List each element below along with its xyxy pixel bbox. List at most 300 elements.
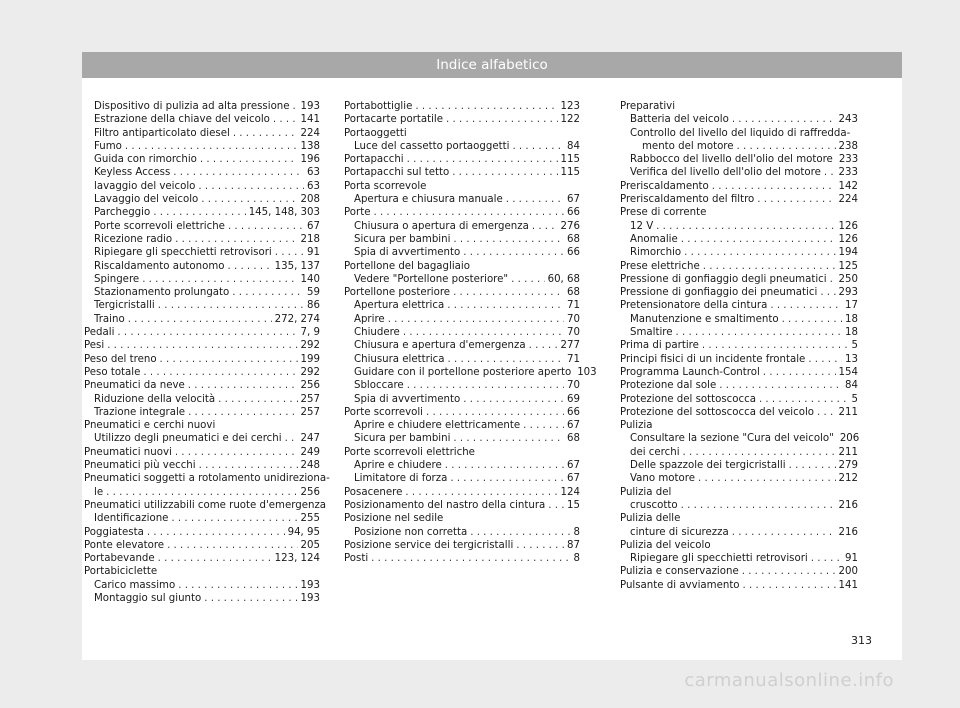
index-entry-text: Vano motore: [630, 473, 695, 485]
index-entry-page: 141: [300, 114, 320, 126]
index-heading: Portaoggetti: [344, 127, 407, 139]
index-entry-page: 292: [300, 366, 320, 378]
dot-leader: [830, 273, 836, 286]
index-entry: [620, 153, 858, 166]
index-entry-text: Peso totale: [84, 366, 141, 378]
index-entry: [620, 326, 858, 339]
index-entry-page: 218: [300, 233, 320, 245]
index-entry-text: Trazione integrale: [94, 406, 186, 418]
index-entry-page: 86: [307, 300, 320, 312]
index-entry: [620, 193, 858, 206]
index-entry-text: Guidare con il portellone posteriore aperto: [354, 366, 572, 378]
index-entry-page: 206: [839, 433, 860, 445]
index-entry-text: Sicura per bambini: [354, 433, 451, 445]
index-entry-text: Ripiegare gli specchietti retrovisori: [630, 553, 808, 565]
index-entry-page: 15: [567, 499, 580, 511]
watermark: carmanualsonline.info: [684, 670, 894, 691]
dot-leader: [204, 592, 297, 605]
index-entry-page: 8: [573, 553, 580, 565]
index-entry-page: 279: [838, 460, 858, 472]
index-entry-text: mento del motore: [642, 140, 734, 152]
index-entry: [620, 113, 858, 126]
dot-leader: [158, 299, 304, 312]
index-entry-text: Pedali: [84, 327, 115, 339]
index-heading: Pneumatici e cerchi nuovi: [84, 420, 216, 432]
dot-leader: [470, 526, 570, 539]
index-entry-text: Posizione service dei tergicristalli: [344, 539, 514, 551]
index-entry-page: 248: [300, 460, 320, 472]
index-entry-page: 91: [845, 553, 858, 565]
dot-leader: [201, 193, 297, 206]
index-entry-page: 18: [845, 313, 858, 325]
index-entry-text: Prese elettriche: [620, 260, 700, 272]
index-entry-page: 247: [300, 433, 320, 445]
dot-leader: [106, 486, 297, 499]
index-entry-text: Protezione del sottoscocca: [620, 393, 756, 405]
dot-leader: [173, 166, 304, 179]
index-entry-text: Spingere: [94, 273, 140, 285]
dot-leader: [732, 113, 836, 126]
index-entry-text: Prima di partire: [620, 340, 699, 352]
page-title: Indice alfabetico: [436, 57, 548, 73]
index-entry-page: 256: [300, 486, 320, 498]
dot-leader: [188, 406, 297, 419]
dot-leader: [789, 459, 836, 472]
index-entry: [84, 486, 320, 499]
index-column-1: [84, 100, 330, 605]
index-entry: [84, 432, 320, 445]
index-entry-page: 123, 124: [274, 553, 320, 565]
index-heading: Prese di corrente: [620, 207, 707, 219]
index-entry-page: 154: [838, 366, 858, 378]
index-entry-page: 67: [567, 420, 580, 432]
index-entry-page: 84: [845, 380, 858, 392]
index-entry-page: 71: [567, 300, 580, 312]
dot-leader: [407, 379, 564, 392]
index-entry: [620, 220, 858, 233]
index-entry: [344, 419, 580, 432]
index-entry-text: Porte: [344, 207, 371, 219]
index-entry-page: 115: [560, 154, 580, 166]
index-entry: [620, 339, 858, 352]
dot-leader: [160, 353, 298, 366]
dot-leader: [743, 579, 836, 592]
index-entry-text: Portabevande: [84, 553, 155, 565]
index-entry: [344, 472, 580, 485]
index-entry: [620, 140, 858, 153]
index-entry: [344, 326, 580, 339]
index-entry: [84, 273, 320, 286]
index-entry: [344, 233, 580, 246]
dot-leader: [529, 339, 558, 352]
index-heading: Portellone del bagagliaio: [344, 260, 470, 272]
index-entry-text: Estrazione della chiave del veicolo: [94, 114, 270, 126]
index-entry-text: Filtro antiparticolato diesel: [94, 127, 230, 139]
index-entry: [84, 526, 320, 539]
index-entry-page: 68: [567, 433, 580, 445]
index-entry-text: Poggiatesta: [84, 526, 144, 538]
index-entry: [344, 140, 580, 153]
dot-leader: [448, 353, 565, 366]
index-entry-page: 243: [838, 114, 858, 126]
index-entry: [344, 406, 580, 419]
index-entry-page: 123: [560, 101, 580, 112]
index-entry: [344, 193, 580, 206]
index-entry-page: 255: [300, 513, 320, 525]
index-entry-page: 63: [307, 167, 320, 179]
index-entry: [84, 286, 320, 299]
index-entry: [344, 299, 580, 312]
index-entry: [344, 552, 580, 565]
index-entry-page: 5: [851, 340, 858, 352]
index-entry-text: Pneumatici più vecchi: [84, 460, 196, 472]
dot-leader: [142, 273, 297, 286]
index-entry: [344, 313, 580, 326]
index-entry: [344, 100, 580, 113]
dot-leader: [820, 286, 835, 299]
index-entry: [344, 366, 597, 379]
index-entry: [620, 393, 858, 406]
index-entry: [620, 406, 858, 419]
dot-leader: [446, 113, 558, 126]
dot-leader: [516, 539, 564, 552]
dot-leader: [128, 313, 272, 326]
index-entry-page: 17: [845, 300, 858, 312]
index-entry-text: Lavaggio del veicolo: [94, 194, 199, 206]
index-heading: Porta scorrevole: [344, 180, 427, 192]
index-entry: [84, 206, 320, 219]
index-entry-text: Rabbocco del livello dell'olio del motore: [630, 154, 833, 166]
index-entry-text: Smaltire: [630, 327, 673, 339]
dot-leader: [107, 339, 297, 352]
dot-leader: [683, 446, 836, 459]
index-entry: [84, 579, 320, 592]
index-entry-text: Traino: [94, 313, 125, 325]
dot-leader: [808, 353, 842, 366]
dot-leader: [125, 140, 298, 153]
index-entry: [620, 246, 858, 259]
index-entry: [84, 512, 320, 525]
index-entry: [620, 260, 858, 273]
dot-leader: [233, 127, 298, 140]
dot-leader: [681, 233, 836, 246]
index-entry-text: Pulizia e conservazione: [620, 566, 739, 578]
index-entry: [84, 220, 320, 233]
index-entry-page: 94, 95: [287, 526, 320, 538]
index-entry-text: Programma Launch-Control: [620, 366, 760, 378]
index-entry: [344, 432, 580, 445]
dot-leader: [407, 153, 558, 166]
index-entry-text: Posizionamento del nastro della cintura: [344, 499, 546, 511]
index-entry-page: 87: [567, 539, 580, 551]
index-entry: [344, 206, 580, 219]
index-entry-text: Carico massimo: [94, 579, 176, 591]
index-entry-text: Chiusura elettrica: [354, 353, 445, 365]
index-entry-page: 124: [560, 486, 580, 498]
dot-leader: [737, 140, 836, 153]
index-entry-text: Luce del cassetto portaoggetti: [354, 140, 510, 152]
index-entry-page: 224: [300, 127, 320, 139]
index-entry-text: Principi fisici di un incidente frontale: [620, 353, 806, 365]
dot-leader: [171, 512, 297, 525]
index-entry-text: Keyless Access: [94, 167, 171, 179]
index-entry-page: 233: [838, 154, 859, 166]
index-entry: [620, 472, 858, 485]
index-entry-page: 18: [845, 327, 858, 339]
dot-leader: [415, 100, 557, 113]
index-entry-text: Verifica del livello dell'olio del motore: [630, 167, 821, 179]
dot-leader: [453, 233, 564, 246]
index-entry-page: 66: [567, 207, 580, 219]
index-entry-text: Porte scorrevoli elettriche: [94, 220, 225, 232]
index-entry: [344, 526, 580, 539]
index-entry-text: Sicura per bambini: [354, 233, 451, 245]
index-entry-page: 7, 9: [300, 327, 320, 339]
index-entry: [620, 579, 858, 592]
index-entry-page: 193: [300, 101, 320, 112]
index-entry-text: Chiudere: [354, 327, 400, 339]
index-entry: [344, 539, 580, 552]
index-entry-page: 194: [838, 247, 858, 259]
index-entry-text: Apertura e chiusura manuale: [354, 194, 503, 206]
index-entry: [344, 499, 580, 512]
dot-leader: [188, 379, 298, 392]
index-entry: [620, 353, 858, 366]
index-entry: [84, 459, 320, 472]
index-entry-page: 205: [300, 539, 320, 551]
index-entry: [344, 459, 580, 472]
dot-leader: [811, 552, 842, 565]
dot-leader: [453, 286, 564, 299]
index-entry-text: Guida con rimorchio: [94, 154, 197, 166]
index-entry-text: Pressione di gonfiaggio dei pneumatici: [620, 287, 818, 299]
index-entry-page: 66: [567, 247, 580, 259]
dot-leader: [175, 446, 298, 459]
index-entry-page: 66: [567, 406, 580, 418]
index-entry-text: Ripiegare gli specchietti retrovisori: [94, 247, 272, 259]
index-entry-page: 68: [567, 287, 580, 299]
index-entry-text: Riscaldamento autonomo: [94, 260, 225, 272]
index-entry: [344, 246, 580, 259]
dot-leader: [817, 406, 836, 419]
dot-leader: [511, 273, 544, 286]
index-entry-text: Pesi: [84, 340, 105, 352]
index-entry-page: 115: [560, 167, 580, 179]
index-entry: [84, 326, 320, 339]
dot-leader: [228, 220, 304, 233]
dot-leader: [117, 326, 297, 339]
index-entry-page: 249: [300, 446, 320, 458]
index-entry-text: Pressione di gonfiaggio degli pneumatici: [620, 273, 827, 285]
index-entry-page: 208: [300, 194, 320, 206]
index-entry-text: Sbloccare: [354, 380, 404, 392]
index-entry-page: 212: [838, 473, 858, 485]
index-entry-page: 233: [838, 167, 858, 179]
index-entry-page: 63: [307, 180, 320, 192]
index-entry-page: 142: [838, 180, 858, 192]
index-entry: [84, 313, 320, 326]
index-entry: [344, 273, 580, 286]
dot-leader: [200, 153, 298, 166]
index-entry-page: 141: [838, 579, 858, 591]
dot-leader: [732, 526, 836, 539]
dot-leader: [770, 299, 842, 312]
dot-leader: [232, 286, 304, 299]
index-entry-text: Parcheggio: [94, 207, 151, 219]
index-entry-page: 91: [307, 247, 320, 259]
dot-leader: [373, 206, 564, 219]
index-entry-page: 67: [567, 194, 580, 206]
dot-leader: [782, 313, 842, 326]
dot-leader: [548, 499, 564, 512]
index-entry-text: Fumo: [94, 140, 122, 152]
index-entry-text: Utilizzo degli pneumatici e dei cerchi: [94, 433, 282, 445]
dot-leader: [447, 299, 564, 312]
index-entry: [84, 592, 320, 605]
index-entry-page: 276: [560, 220, 580, 232]
index-entry: [344, 379, 580, 392]
index-entry-page: 193: [300, 592, 320, 604]
index-entry-text: Pulsante di avviamento: [620, 579, 740, 591]
index-entry: [84, 552, 320, 565]
index-heading: Pneumatici soggetti a rotolamento unidireziona-: [84, 473, 330, 485]
index-entry: [84, 393, 320, 406]
index-entry: [620, 459, 858, 472]
index-entry: [620, 565, 858, 578]
index-entry-text: dei cerchi: [630, 446, 680, 458]
dot-leader: [228, 260, 272, 273]
dot-leader: [143, 366, 297, 379]
index-entry-text: Limitatore di forza: [354, 473, 448, 485]
dot-leader: [452, 166, 557, 179]
index-entry-page: 135, 137: [274, 260, 320, 272]
dot-leader: [175, 233, 297, 246]
index-entry: [620, 379, 858, 392]
index-heading: Pulizia delle: [620, 513, 681, 525]
index-entry: [620, 180, 858, 193]
dot-leader: [147, 526, 285, 539]
index-entry-text: Chiusura o apertura di emergenza: [354, 220, 529, 232]
index-entry: [84, 446, 320, 459]
index-entry: [620, 166, 858, 179]
index-entry-text: Apertura elettrica: [354, 300, 445, 312]
index-entry-text: cruscotto: [630, 499, 678, 511]
index-entry-text: 12 V: [630, 220, 654, 232]
index-entry-page: 69: [567, 393, 580, 405]
index-entry: [344, 353, 580, 366]
index-entry-text: Preriscaldamento del filtro: [620, 194, 755, 206]
index-entry-page: 126: [838, 233, 858, 245]
dot-leader: [703, 260, 836, 273]
index-entry: [84, 246, 320, 259]
index-entry-text: Aprire: [354, 313, 385, 325]
dot-leader: [676, 326, 843, 339]
index-entry: [620, 313, 858, 326]
dot-leader: [681, 499, 836, 512]
dot-leader: [371, 552, 570, 565]
index-entry-text: Identificazione: [94, 513, 169, 525]
index-heading: Pneumatici utilizzabili come ruote d'emergenza: [84, 499, 327, 511]
index-entry: [620, 446, 858, 459]
dot-leader: [759, 393, 849, 406]
dot-leader: [506, 193, 564, 206]
index-entry-text: Pneumatici nuovi: [84, 446, 172, 458]
index-entry-page: 103: [577, 366, 597, 378]
index-entry: [84, 406, 320, 419]
dot-leader: [656, 220, 835, 233]
index-entry: [344, 486, 580, 499]
dot-leader: [275, 246, 304, 259]
index-entry-text: Protezione dal sole: [620, 380, 717, 392]
index-entry: [84, 166, 320, 179]
page-header: [82, 52, 902, 78]
index-entry: [84, 379, 320, 392]
index-entry: [84, 180, 320, 193]
index-heading: Porte scorrevoli elettriche: [344, 446, 475, 458]
index-entry-text: Dispositivo di pulizia ad alta pressione: [94, 101, 290, 112]
index-entry: [620, 366, 858, 379]
index-entry: [344, 339, 580, 352]
dot-leader: [167, 539, 297, 552]
index-entry: [620, 286, 858, 299]
index-entry-text: Portellone posteriore: [344, 287, 451, 299]
index-entry-text: Peso del treno: [84, 353, 157, 365]
index-entry-page: 122: [560, 114, 580, 126]
index-entry-text: le: [94, 486, 104, 498]
index-entry-text: Spia di avvertimento: [354, 247, 461, 259]
index-entry-text: Riduzione della velocità: [94, 393, 216, 405]
index-entry: [84, 366, 320, 379]
index-entry-page: 140: [300, 273, 320, 285]
index-entry-text: Vedere "Portellone posteriore": [354, 273, 509, 285]
index-entry-text: Posacenere: [344, 486, 403, 498]
dot-leader: [719, 379, 842, 392]
dot-leader: [684, 246, 835, 259]
index-entry-page: 13: [845, 353, 858, 365]
dot-leader: [824, 166, 836, 179]
index-entry-page: 60, 68: [547, 273, 580, 285]
index-entry-page: 70: [567, 380, 580, 392]
index-entry: [344, 113, 580, 126]
index-entry-page: 250: [838, 273, 858, 285]
index-entry: [84, 260, 320, 273]
index-entry-page: 216: [838, 499, 858, 511]
index-heading: Pulizia del veicolo: [620, 539, 711, 551]
dot-leader: [426, 406, 564, 419]
index-entry-text: Aprire e chiudere: [354, 460, 442, 472]
index-entry: [620, 233, 858, 246]
index-entry-page: 71: [567, 353, 580, 365]
index-entry: [84, 127, 320, 140]
dot-leader: [532, 220, 558, 233]
dot-leader: [218, 393, 297, 406]
index-entry-text: Portacarte portatile: [344, 114, 444, 126]
index-entry-text: Portapacchi sul tetto: [344, 167, 450, 179]
index-entry-text: Batteria del veicolo: [630, 114, 729, 126]
dot-leader: [178, 579, 297, 592]
index-entry-text: Pneumatici da neve: [84, 380, 185, 392]
index-entry: [84, 153, 320, 166]
dot-leader: [199, 459, 298, 472]
index-entry-text: Preriscaldamento: [620, 180, 709, 192]
index-entry-page: 67: [567, 460, 580, 472]
dot-leader: [757, 193, 835, 206]
index-entry-page: 193: [300, 579, 320, 591]
index-entry-text: lavaggio del veicolo: [94, 180, 196, 192]
index-entry-text: Posti: [344, 553, 369, 565]
dot-leader: [285, 432, 298, 445]
dot-leader: [463, 246, 564, 259]
